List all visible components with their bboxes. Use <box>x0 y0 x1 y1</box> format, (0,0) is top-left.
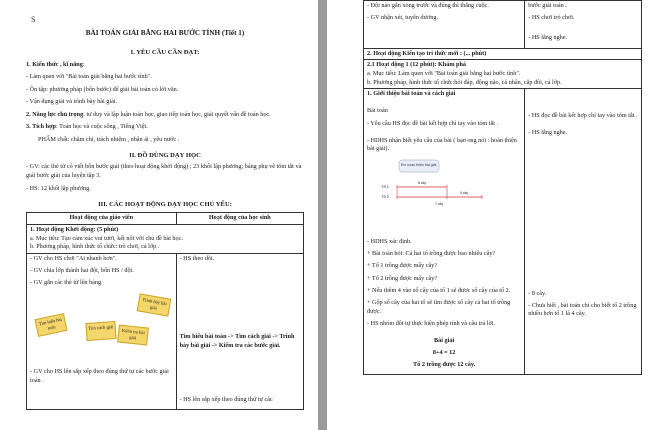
tree-planting-diagram <box>367 158 517 210</box>
activity-1-header: 1. Hoạt động Khởi động: (5 phút) a. Mục tiêu: Tạo cảm xúc vui tươi, kết nối với chủ đề bài học. b. Phương pháp, hình thức tổ chức: trò chơi, cả lớp . <box>27 225 304 254</box>
solution-title: Bài giải <box>434 336 455 344</box>
word-card: Tìm cách giải <box>85 321 116 341</box>
activity-2-header: 2. Hoạt động Kiến tạo tri thức mới : (... phút) <box>364 48 642 60</box>
objective-competence: 2. Năng lực chủ trọng: tư duy và lập luận toán học, giao tiếp toán học, giải quyết vấn đề toán học. <box>26 110 271 118</box>
objective-knowledge: 1. Kiến thức , kĩ năng: <box>26 60 85 68</box>
svg-text:4 cây: 4 cây <box>459 191 469 196</box>
solving-steps-order: Tìm hiểu bài toán -> Tìm cách giải -> Trình bày bài giải -> Kiểm tra các bước giải. <box>179 333 295 349</box>
section-heading-objectives: I. YÊU CẦU CẦN ĐẠT: <box>130 49 200 57</box>
row-label: Tổ 2 <box>381 194 390 200</box>
objective-line: - Làm quen với "Bài toán giải bằng hai bước tính". <box>26 73 152 81</box>
column-header-teacher: Hoạt động của giáo viên <box>27 213 177 225</box>
student-activity-cell: bước giải toán . - HS chơi trò chơi. - HS lắng nghe. <box>525 1 642 49</box>
activities-table-continued <box>363 0 642 375</box>
objective-line: - Vận dụng giải và trình bày bài giải. <box>26 98 118 106</box>
word-cards-image <box>30 292 173 364</box>
objective-line: - Ôn tập: phương pháp (bốn bước) để giải bài toán có lời văn. <box>26 85 179 93</box>
student-activity-cell: - HS đọc đề bài kết hợp chỉ tay vào tóm tắt . - HS lắng nghe. - 8 cây. - Chưa biết , bài toán chỉ cho biết tổ 2 trồng nhiều hơn tổ 1 là 4 cây. <box>525 89 642 375</box>
objective-integration: 3. Tích hợp: Toán học và cuộc sống , Tiếng Việt. <box>26 123 148 131</box>
column-header-student: Hoạt động của học sinh <box>176 213 303 225</box>
teacher-activity-cell: - Đội nào gắn xong trước và đúng thì thắng cuộc. - GV nhận xét, tuyên dương. <box>364 1 525 49</box>
document-page-left <box>0 0 318 430</box>
activities-table <box>26 212 304 410</box>
solution-calculation: 8+4 = 12 <box>432 349 456 357</box>
section-heading-activities: III. CÁC HOẠT ĐỘNG DẠY HỌC CHỦ YẾU: <box>98 200 232 208</box>
svg-text:8 cây: 8 cây <box>417 181 427 186</box>
solution-answer: Tổ 2 trồng được 12 cây. <box>413 361 476 369</box>
word-card: Kiểm tra bài giải <box>117 325 149 346</box>
teacher-activity-cell: 1. Giới thiệu bài toán và cách giải Bài toán - Yêu cầu HS đọc đề bài kết hợp chỉ tay vào tóm tắt . - HDHS nhận biết yêu cầu của bài ( bạn ong nói : hoàn thiện bài giải). Em hoàn thiện bài giải. Tổ 1 Tổ 2 8 cây 4 cây ? cây - HDHS xác định. + Bài toán hỏi: Cả hai tổ trồng được bao nhiêu cây? + Tổ 1 trồng được mấy cây? + Tổ 2 trồng được mấy cây? + Nếu thêm 4 vào số cây của tổ 1 sẽ được số cây của tổ 2. + Gộp số cây của hai tổ sẽ tìm được số cây cả hai tổ trồng được. - HS nhóm đôi tự thực hiện phép tính và câu trả lời. Bài giải 8+4 = 12 Tổ 2 trồng được 12 cây. <box>364 89 525 375</box>
section-heading-materials: II. ĐỒ DÙNG DẠY HỌC <box>129 151 201 159</box>
row-label: Tổ 1 <box>381 184 390 190</box>
lesson-title: BÀI TOÁN GIẢI BẰNG HAI BƯỚC TÍNH (Tiết 1) <box>85 29 245 37</box>
word-card: Trình bày bài giải <box>137 293 172 316</box>
speech-bubble-text: Em hoàn thiện bài giải. <box>400 163 438 168</box>
problem-illustration <box>367 158 521 210</box>
document-page-right <box>327 0 650 430</box>
svg-text:? cây: ? cây <box>434 202 444 207</box>
materials-student: - HS: 12 khối lập phương. <box>26 184 91 192</box>
activity-2-1-header: 2.1 Hoạt động 1 (12 phút): Khám phá a. Mục tiêu: Làm quen với "Bài toán giải bằng hai bước tính". b. Phương pháp, hình thức tổ chức:hỏi đáp, động não, cá nhân, cặp đôi, cả lớp. <box>364 60 642 89</box>
teacher-activity-cell: - GV cho HS chơi "Ai nhanh hơn". - GV chia lớp thành hai đội, bốn HS / đội. - GV gắn các thẻ từ lên bảng. Tìm hiểu bài toán Trình bày bài giải Tìm cách giải Kiểm tra bài giải - GV cho HS lên sắp xếp theo đúng thứ tự các bước giải toán . <box>27 254 177 410</box>
text-cursor: S <box>31 15 36 24</box>
student-activity-cell: - HS theo dõi. Tìm hiểu bài toán -> Tìm cách giải -> Trình bày bài giải -> Kiểm tra các bước giải. - HS lên sắp xếp theo đúng thứ tự các <box>176 254 303 410</box>
materials-teacher: - GV: các thẻ từ có viết bốn bước giải (theo hoạt động khởi động) ; 23 khối lập phương; bảng phụ vẽ tóm tắt và giải bước giải của luyện tập 3. <box>26 163 302 180</box>
word-card: Tìm hiểu bài toán <box>34 313 67 337</box>
objective-qualities: PHẨM chất: chăm chỉ, trách nhiệm , nhân ái , yêu nước . <box>38 135 180 143</box>
